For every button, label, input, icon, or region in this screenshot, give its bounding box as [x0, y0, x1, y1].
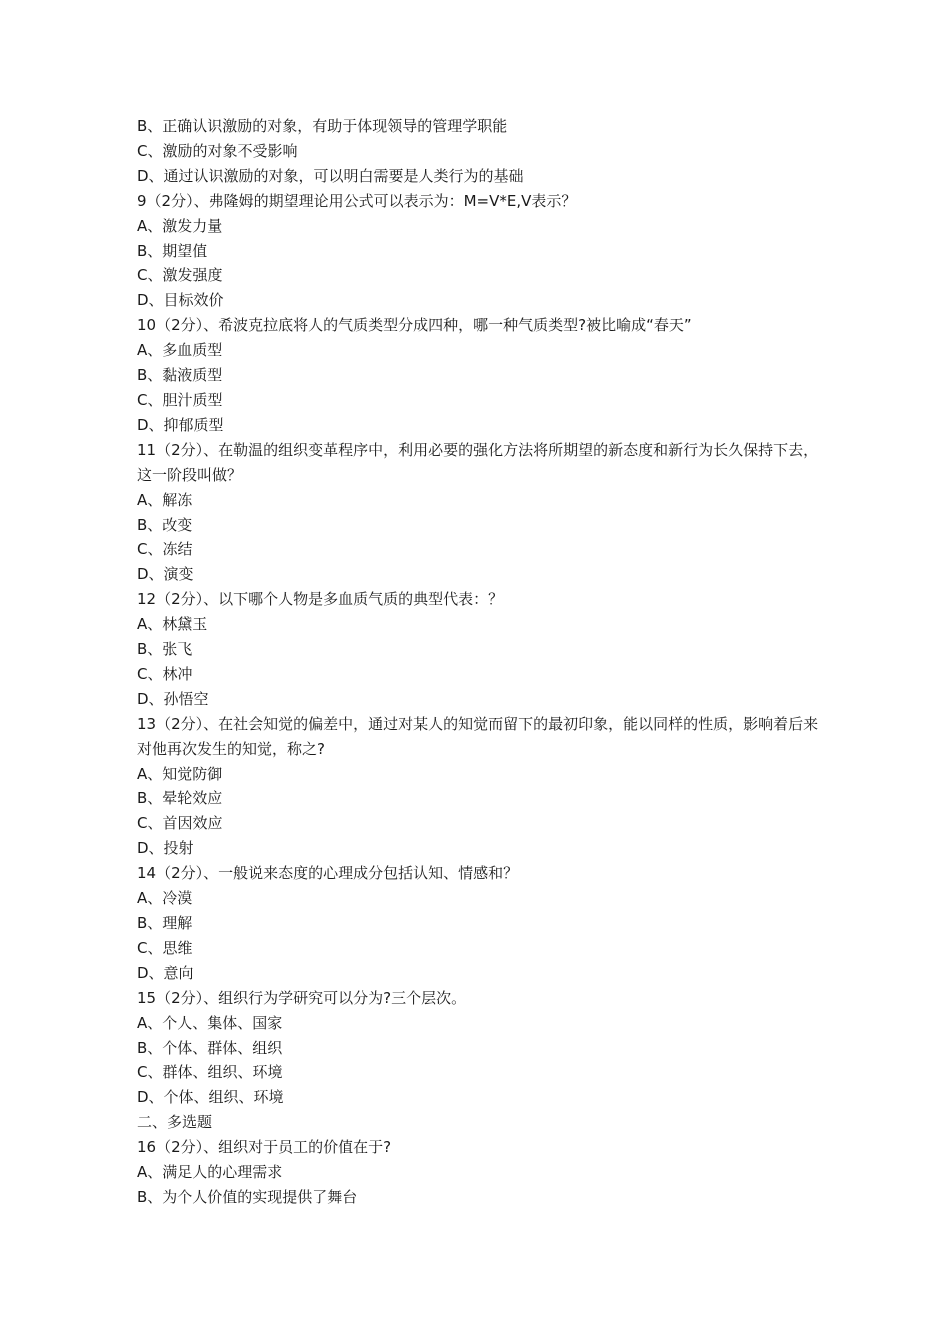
option-d: D、意向 [137, 963, 194, 982]
question-15 [137, 986, 827, 1111]
question-stem: 15（2分）、组织行为学研究可以分为?三个层次。 [137, 988, 467, 1007]
option-b: B、张飞 [137, 640, 193, 659]
option-b: B、个体、群体、组织 [137, 1038, 283, 1057]
option-a: A、知觉防御 [137, 764, 223, 783]
question-14 [137, 861, 827, 986]
question-16 [137, 1135, 827, 1210]
option-a: A、林黛玉 [137, 615, 208, 634]
option-c: C、胆汁质型 [137, 390, 223, 409]
option-d: D、通过认识激励的对象，可以明白需要是人类行为的基础 [137, 166, 524, 185]
option-b: B、正确认识激励的对象，有助于体现领导的管理学职能 [137, 117, 508, 135]
option-b: B、改变 [137, 515, 193, 534]
question-stem: 16（2分）、组织对于员工的价值在于? [137, 1138, 392, 1157]
option-c: C、林冲 [137, 664, 193, 683]
option-c: C、思维 [137, 938, 193, 957]
option-a: A、激发力量 [137, 216, 223, 235]
option-b: B、晕轮效应 [137, 789, 223, 808]
option-a: A、解冻 [137, 490, 193, 509]
option-b: B、期望值 [137, 241, 208, 260]
option-d: D、孙悟空 [137, 689, 209, 708]
question-stem: 14（2分）、一般说来态度的心理成分包括认知、情感和？ [137, 864, 519, 883]
option-b: B、理解 [137, 914, 193, 932]
option-a: A、多血质型 [137, 341, 223, 360]
option-c: C、激发强度 [137, 266, 223, 285]
option-c: C、激励的对象不受影响 [137, 141, 298, 160]
question-12 [137, 587, 827, 712]
option-d: D、投射 [137, 839, 194, 858]
question-stem: 13（2分）、在社会知觉的偏差中，通过对某人的知觉而留下的最初印象，能以同样的性质，影响着后来对他再次发生的知觉，称之? [137, 714, 819, 758]
question-stem: 11（2分）、在勒温的组织变革程序中，利用必要的强化方法将所期望的新态度和新行为长久保持下去，这一阶段叫做？ [137, 440, 819, 484]
question-stem: 10（2分）、希波克拉底将人的气质类型分成四种，哪一种气质类型?被比喻成“春天” [137, 316, 692, 335]
section-heading: 二、多选题 [137, 1113, 213, 1132]
question-10 [137, 313, 827, 438]
option-d: D、演变 [137, 565, 194, 584]
option-d: D、个体、组织、环境 [137, 1088, 284, 1107]
document-page [137, 114, 827, 1210]
question-9 [137, 189, 827, 314]
option-b: B、黏液质型 [137, 366, 223, 385]
question-stem: 9（2分）、弗隆姆的期望理论用公式可以表示为：M=V*E,V表示？ [137, 191, 577, 210]
option-a: A、冷漠 [137, 889, 193, 908]
option-a: A、满足人的心理需求 [137, 1163, 283, 1182]
option-a: A、个人、集体、国家 [137, 1013, 283, 1032]
option-b: B、为个人价值的实现提供了舞台 [137, 1187, 358, 1206]
question-stem: 12（2分）、以下哪个人物是多血质气质的典型代表：？ [137, 590, 504, 609]
option-c: C、首因效应 [137, 814, 223, 833]
option-c: C、群体、组织、环境 [137, 1063, 283, 1082]
question-13 [137, 712, 827, 861]
question-11 [137, 438, 827, 587]
option-d: D、抑郁质型 [137, 415, 224, 434]
option-c: C、冻结 [137, 540, 193, 559]
option-d: D、目标效价 [137, 291, 224, 310]
